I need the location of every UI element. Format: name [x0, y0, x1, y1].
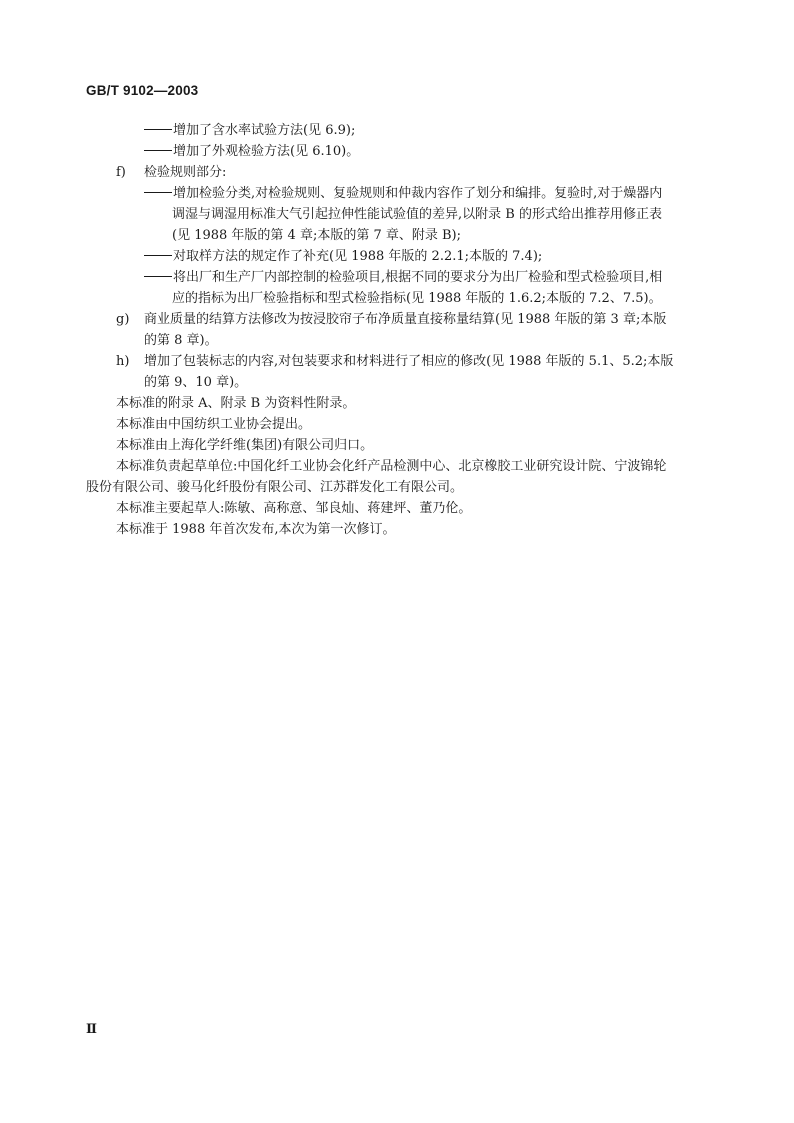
line-text: 本标准主要起草人:陈敏、高称意、邹良灿、蒋建坪、董乃伦。: [116, 501, 472, 516]
line-text: 增加了含水率试验方法(见 6.9);: [173, 123, 356, 138]
line-text: 本标准负责起草单位:中国化纤工业协会化纤产品检测中心、北京橡胶工业研究设计院、宁波锦轮: [116, 459, 667, 474]
line-text: 增加了外观检验方法(见 6.10)。: [173, 144, 360, 159]
line-text: 增加检验分类,对检验规则、复验规则和仲裁内容作了划分和编排。复验时,对于燥器内: [173, 186, 663, 201]
list-item-h: [86, 351, 702, 372]
paragraph-continuation: [86, 477, 702, 498]
dash-item-continuation: [86, 204, 702, 225]
dash-item-appearance-test: [86, 141, 702, 162]
em-dash-mark: [144, 255, 172, 257]
line-text: 本标准于 1988 年首次发布,本次为第一次修订。: [116, 522, 396, 537]
line-text: 本标准由中国纺织工业协会提出。: [116, 417, 312, 432]
list-marker-f: f): [116, 165, 126, 180]
dash-item-continuation: [86, 288, 702, 309]
dash-item-sampling-method: [86, 246, 702, 267]
em-dash-mark: [144, 276, 172, 278]
list-marker-h: h): [116, 354, 130, 369]
dash-item-inspection-items: [86, 267, 702, 288]
paragraph-drafting-units: [86, 456, 702, 477]
line-text: 检验规则部分:: [144, 165, 227, 180]
paragraph-appendix-note: [86, 393, 702, 414]
list-item-continuation: [86, 372, 702, 393]
paragraph-proposer: [86, 414, 702, 435]
line-text: 的第 8 章)。: [144, 333, 218, 348]
paragraph-drafters: [86, 498, 702, 519]
list-marker-g: g): [116, 312, 130, 327]
foreword-continuation: [86, 120, 702, 540]
em-dash-mark: [144, 192, 172, 194]
dash-item-moisture-test: [86, 120, 702, 141]
dash-item-inspection-classification: [86, 183, 702, 204]
line-text: 增加了包装标志的内容,对包装要求和材料进行了相应的修改(见 1988 年版的 5.1、5.2;本版: [144, 354, 674, 369]
line-text: 本标准由上海化学纤维(集团)有限公司归口。: [116, 438, 374, 453]
line-text: (见 1988 年版的第 4 章;本版的第 7 章、附录 B);: [172, 228, 462, 243]
paragraph-release-history: [86, 519, 702, 540]
standard-code-header: GB/T 9102—2003: [86, 83, 199, 98]
line-text: 商业质量的结算方法修改为按浸胶帘子布净质量直接称量结算(见 1988 年版的第 3 章;本版: [144, 312, 667, 327]
line-text: 应的指标为出厂检验指标和型式检验指标(见 1988 年版的 1.6.2;本版的 7.2、7.5)。: [172, 291, 662, 306]
line-text: 本标准的附录 A、附录 B 为资料性附录。: [116, 396, 356, 411]
line-text: 将出厂和生产厂内部控制的检验项目,根据不同的要求分为出厂检验和型式检验项目,相: [173, 270, 663, 285]
paragraph-centralized-by: [86, 435, 702, 456]
page-number: Ⅱ: [86, 1021, 97, 1036]
list-item-g: [86, 309, 702, 330]
line-text: 对取样方法的规定作了补充(见 1988 年版的 2.2.1;本版的 7.4);: [173, 249, 543, 264]
em-dash-mark: [144, 150, 172, 152]
list-item-f: [86, 162, 702, 183]
line-text: 股份有限公司、骏马化纤股份有限公司、江苏群发化工有限公司。: [86, 480, 464, 495]
line-text: 调湿与调湿用标准大气引起拉伸性能试验值的差异,以附录 B 的形式给出推荐用修正表: [172, 207, 662, 222]
list-item-continuation: [86, 330, 702, 351]
em-dash-mark: [144, 129, 172, 131]
dash-item-continuation: [86, 225, 702, 246]
line-text: 的第 9、10 章)。: [144, 375, 248, 390]
